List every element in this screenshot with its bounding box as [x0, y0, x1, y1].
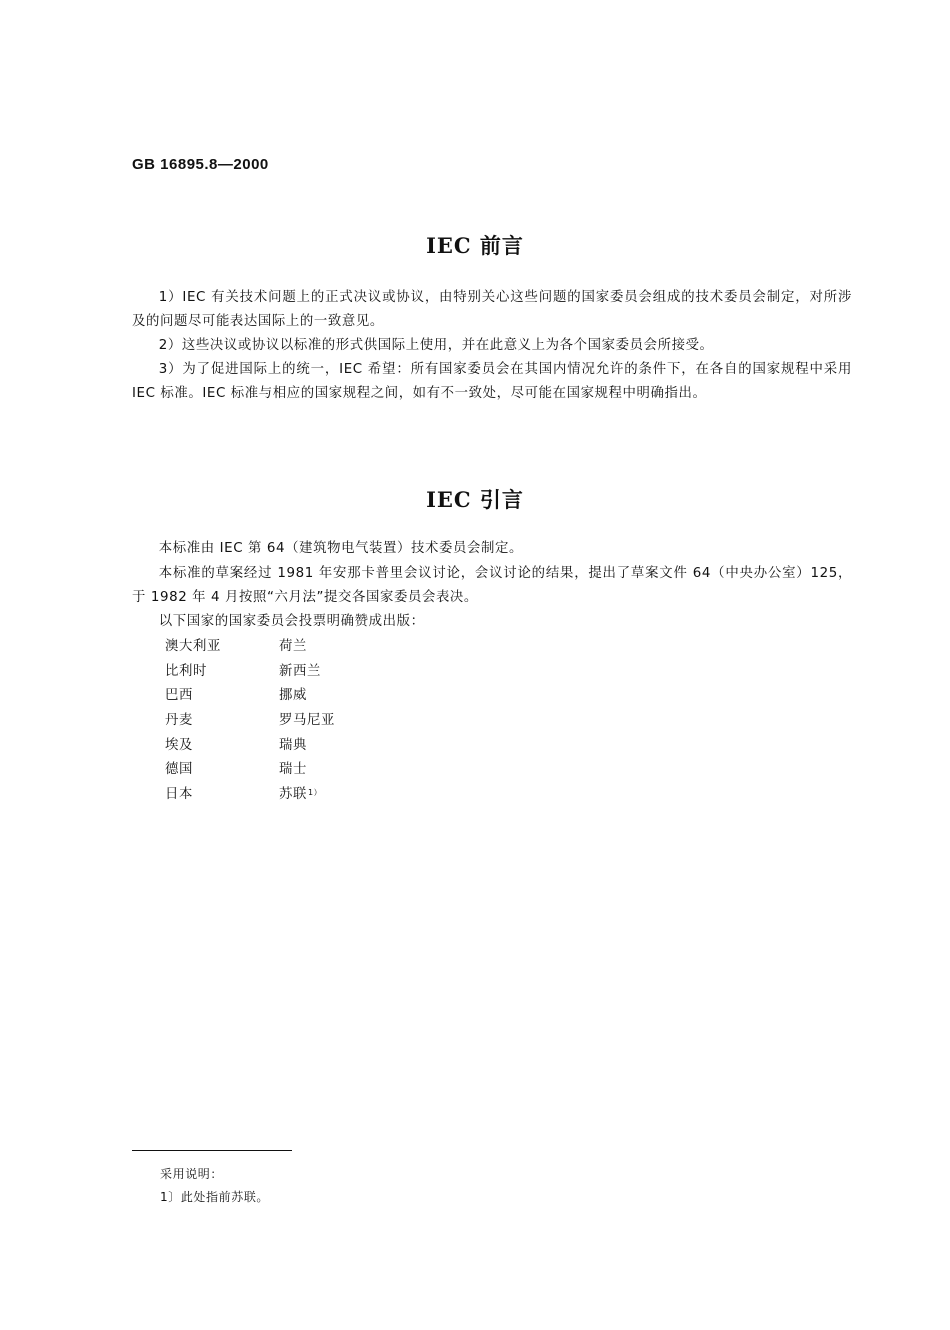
- footnote-marker: 1）: [307, 788, 323, 798]
- country-name: 苏联: [279, 787, 307, 803]
- foreword-paragraph-2: 2）这些决议或协议以标准的形式供国际上使用，并在此意义上为各个国家委员会所接受。: [158, 338, 714, 353]
- introduction-paragraph-3: 以下国家的国家委员会投票明确赞成出版：: [158, 614, 425, 629]
- country-name: 澳大利亚: [165, 639, 221, 654]
- country-name: 挪威: [279, 688, 307, 704]
- country-name: 罗马尼亚: [279, 713, 335, 729]
- country-name: 瑞士: [279, 762, 307, 778]
- country-row: [165, 710, 425, 735]
- introduction-paragraph-2: 本标准的草案经过 1981 年安那卡普里会议讨论，会议讨论的结果，提出了草案文件 64（中央办公室）125，于 1982 年 4 月按照“六月法”提交各国家委员会表决。: [132, 566, 852, 605]
- foreword-paragraph-1: 1）IEC 有关技术问题上的正式决议或协议，由特别关心这些问题的国家委员会组成的技术委员会制定，对所涉及的问题尽可能表达国际上的一致意见。: [132, 290, 852, 329]
- country-row: [165, 735, 425, 760]
- country-list: [165, 636, 425, 809]
- footnote-text: 1〕此处指前苏联。: [160, 1190, 270, 1204]
- country-name: 巴西: [165, 688, 193, 704]
- footnote-title: 采用说明：: [160, 1167, 224, 1181]
- country-name: 埃及: [165, 737, 193, 753]
- introduction-paragraph-1: 本标准由 IEC 第 64（建筑物电气装置）技术委员会制定。: [158, 541, 523, 556]
- country-row: [165, 661, 425, 686]
- standard-code: GB 16895.8—2000: [132, 156, 269, 173]
- country-name: 荷兰: [279, 639, 307, 654]
- country-name: 德国: [165, 762, 193, 778]
- country-row: [165, 759, 425, 784]
- country-name-with-note: [279, 784, 322, 806]
- foreword-paragraph-3: 3）为了促进国际上的统一，IEC 希望：所有国家委员会在其国内情况允许的条件下，在各自的国家规程中采用 IEC 标准。IEC 标准与相应的国家规程之间，如有不一致处，尽可能在国家规程中明确指出。: [132, 362, 852, 401]
- country-name: 日本: [165, 787, 193, 803]
- country-name: 丹麦: [165, 713, 193, 729]
- foreword-title: IEC 前言: [426, 233, 524, 258]
- country-name: 新西兰: [279, 663, 321, 679]
- country-row: [165, 784, 425, 809]
- country-row: [165, 636, 425, 661]
- country-name: 瑞典: [279, 737, 307, 753]
- footnote-divider: [132, 1150, 292, 1151]
- introduction-title: IEC 引言: [426, 487, 524, 512]
- country-name: 比利时: [165, 663, 207, 679]
- country-row: [165, 685, 425, 710]
